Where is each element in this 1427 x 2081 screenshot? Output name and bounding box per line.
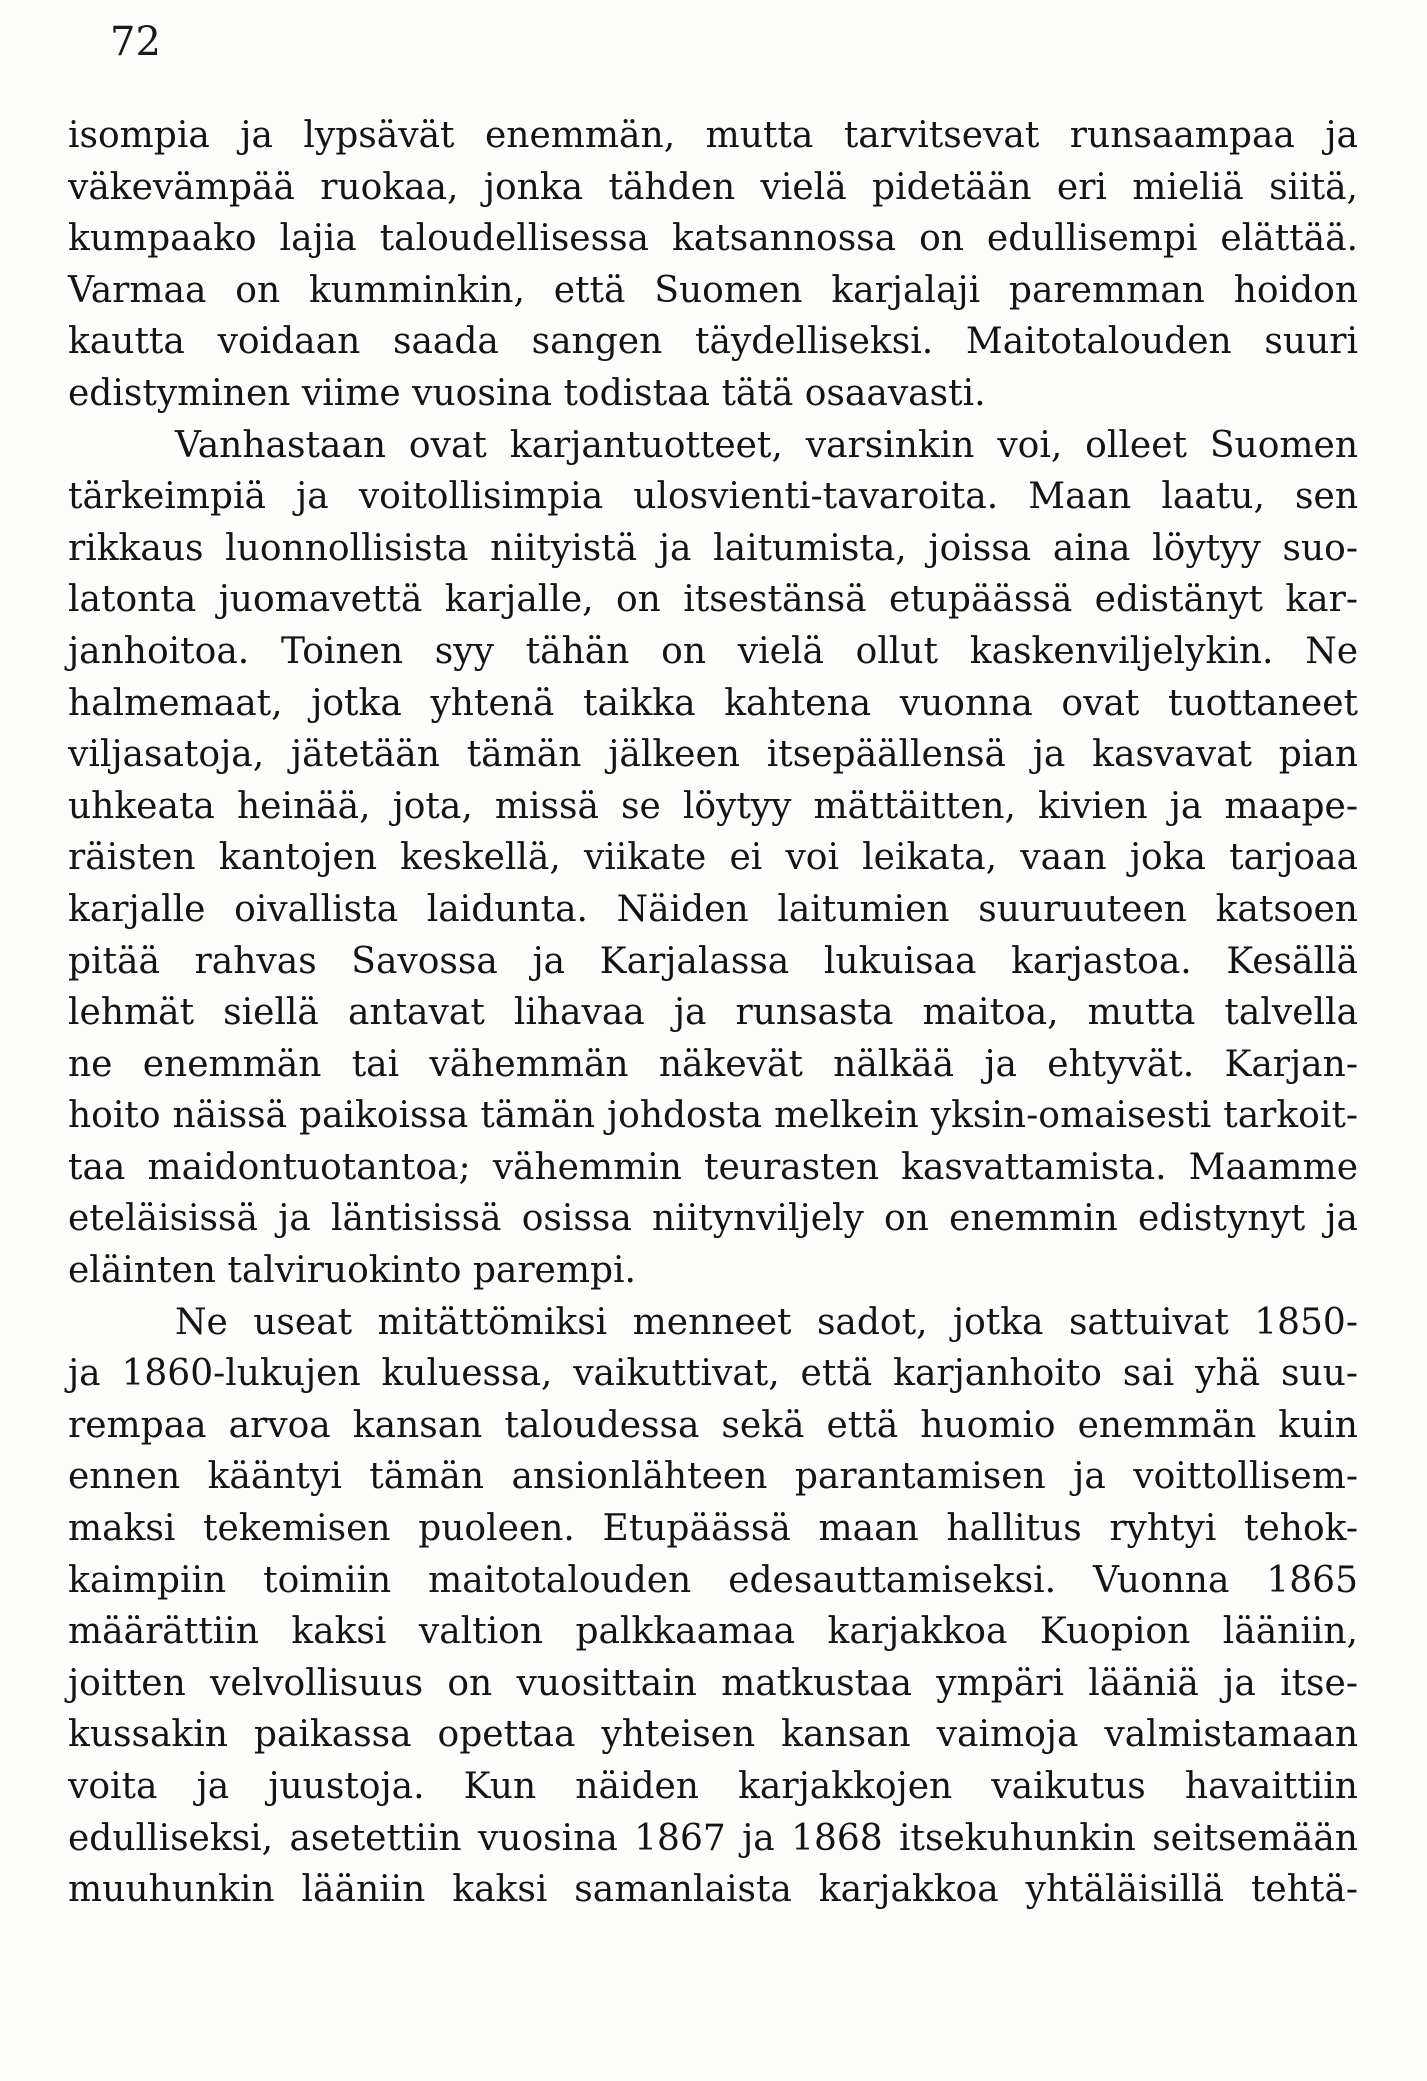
text-line: uhkeata heinää, jota, missä se löytyy mättäitten, kivien ja maape-	[68, 785, 1358, 827]
text-line: edistyminen viime vuosina todistaa tätä osaavasti.	[68, 372, 986, 414]
text-line: voita ja juustoja. Kun näiden karjakkojen vaikutus havaittiin	[68, 1766, 1358, 1807]
text-line: Ne useat mitättömiksi menneet sadot, jotka sattuivat 1850-	[175, 1301, 1358, 1343]
text-line: rempaa arvoa kansan taloudessa sekä että huomio enemmän kuin	[68, 1404, 1358, 1446]
text-line: räisten kantojen keskellä, viikate ei voi leikata, vaan joka tarjoaa	[68, 837, 1358, 879]
text-line: tärkeimpiä ja voitollisimpia ulosvienti-tavaroita. Maan laatu, sen	[68, 476, 1358, 518]
text-line: hoito näissä paikoissa tämän johdosta melkein yksin-omaisesti tarkoit-	[68, 1095, 1358, 1137]
text-line: taa maidontuotantoa; vähemmin teurasten kasvattamista. Maamme	[68, 1146, 1358, 1188]
text-line: isompia ja lypsävät enemmän, mutta tarvitsevat runsaampaa ja	[68, 115, 1358, 156]
text-line: ennen kääntyi tämän ansionlähteen parantamisen ja voittollisem-	[68, 1456, 1358, 1498]
text-line: karjalle oivallista laidunta. Näiden laitumien suuruuteen katsoen	[68, 888, 1358, 930]
text-line: rikkaus luonnollisista niityistä ja laitumista, joissa aina löytyy suo-	[68, 527, 1358, 569]
text-line: Vanhastaan ovat karjantuotteet, varsinkin voi, olleet Suomen	[175, 424, 1358, 466]
page-number: 72	[110, 19, 161, 65]
text-line: joitten velvollisuus on vuosittain matkustaa ympäri lääniä ja itse-	[68, 1662, 1358, 1704]
text-line: eteläisissä ja läntisissä osissa niitynviljely on enemmin edistynyt ja	[68, 1198, 1358, 1240]
text-line: kumpaako lajia taloudellisessa katsannossa on edullisempi elättää.	[68, 218, 1358, 260]
text-line: edulliseksi, asetettiin vuosina 1867 ja 1868 itsekuhunkin seitsemään	[68, 1817, 1358, 1859]
text-line: Varmaa on kumminkin, että Suomen karjalaji paremman hoidon	[68, 269, 1358, 311]
text-line: ne enemmän tai vähemmän näkevät nälkää ja ehtyvät. Karjan-	[68, 1043, 1358, 1085]
text-line: viljasatoja, jätetään tämän jälkeen itsepäällensä ja kasvavat pian	[68, 734, 1358, 776]
text-line: ja 1860-lukujen kuluessa, vaikuttivat, että karjanhoito sai yhä suu-	[68, 1353, 1358, 1395]
text-line: maksi tekemisen puoleen. Etupäässä maan hallitus ryhtyi tehok-	[68, 1508, 1358, 1550]
text-line: määrättiin kaksi valtion palkkaamaa karjakkoa Kuopion lääniin,	[68, 1611, 1358, 1653]
body-text	[68, 110, 1358, 1916]
text-line: väkevämpää ruokaa, jonka tähden vielä pidetään eri mieliä siitä,	[68, 166, 1358, 208]
text-line: pitää rahvas Savossa ja Karjalassa lukuisaa karjastoa. Kesällä	[68, 940, 1358, 982]
text-line: kaimpiin toimiin maitotalouden edesauttamiseksi. Vuonna 1865	[68, 1559, 1358, 1601]
text-line: muuhunkin lääniin kaksi samanlaista karjakkoa yhtäläisillä tehtä-	[68, 1869, 1358, 1911]
text-line: kussakin paikassa opettaa yhteisen kansan vaimoja valmistamaan	[68, 1714, 1358, 1756]
text-line: lehmät siellä antavat lihavaa ja runsasta maitoa, mutta talvella	[68, 992, 1358, 1034]
text-line: eläinten talviruokinto parempi.	[68, 1250, 637, 1292]
text-line: kautta voidaan saada sangen täydelliseksi. Maitotalouden suuri	[68, 321, 1358, 363]
text-line: halmemaat, jotka yhtenä taikka kahtena vuonna ovat tuottaneet	[68, 682, 1358, 724]
text-line: latonta juomavettä karjalle, on itsestänsä etupäässä edistänyt kar-	[68, 579, 1358, 621]
text-line: janhoitoa. Toinen syy tähän on vielä ollut kaskenviljelykin. Ne	[68, 630, 1358, 672]
